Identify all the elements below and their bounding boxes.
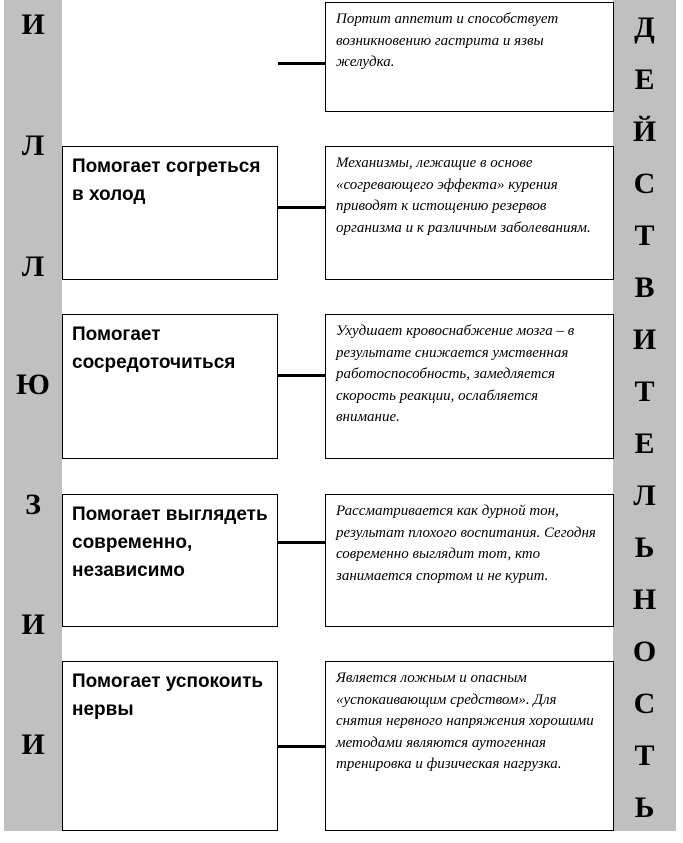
reality-letter: Ь bbox=[634, 791, 655, 824]
connector-line bbox=[278, 541, 325, 544]
reality-letter: С bbox=[633, 687, 656, 720]
myth-box: Помогает сосредоточиться bbox=[62, 314, 278, 459]
reality-letter: Т bbox=[634, 219, 655, 252]
reality-letter: Л bbox=[633, 479, 656, 512]
connector-line bbox=[278, 745, 325, 748]
reality-letter: Н bbox=[632, 583, 657, 616]
reality-letter: С bbox=[633, 167, 656, 200]
connector-line bbox=[278, 374, 325, 377]
connector-line bbox=[278, 62, 325, 65]
reality-letter: Т bbox=[634, 739, 655, 772]
reality-letter: Ь bbox=[634, 531, 655, 564]
illusions-letter: Ю bbox=[16, 368, 50, 401]
myth-box: Помогает успокоить нервы bbox=[62, 661, 278, 831]
illusions-letter: И bbox=[21, 8, 45, 41]
fact-box: Ухудшает кровоснабжение мозга – в результате снижается умственная работоспособность, замедляется скорость реакции, ослабляется внимание. bbox=[325, 314, 614, 459]
reality-letter: Й bbox=[632, 115, 657, 148]
connector-line bbox=[278, 206, 325, 209]
reality-letter: И bbox=[632, 323, 657, 356]
reality-letter: В bbox=[634, 271, 655, 304]
illusions-letter: Л bbox=[21, 250, 45, 283]
fact-box: Портит аппетит и способствует возникновению гастрита и язвы желудка. bbox=[325, 2, 614, 112]
illusions-letter: З bbox=[25, 488, 41, 521]
illusions-column bbox=[4, 0, 62, 831]
reality-column bbox=[613, 0, 676, 831]
fact-box: Рассматривается как дурной тон, результат плохого воспитания. Сегодня современно выглядит тот, кто занимается спортом и не курит. bbox=[325, 494, 614, 627]
reality-letter: Е bbox=[634, 427, 655, 460]
fact-box: Механизмы, лежащие в основе «согревающего эффекта» курения приводят к истощению резервов организма и к различным заболеваниям. bbox=[325, 146, 614, 280]
illusions-letter: И bbox=[21, 728, 45, 761]
illusions-letter: И bbox=[21, 608, 45, 641]
myth-box: Помогает выглядеть современно, независимо bbox=[62, 494, 278, 627]
myth-box: Помогает согреться в холод bbox=[62, 146, 278, 280]
fact-box: Является ложным и опасным «успокаивающим средством». Для снятия нервного напряжения хорошими методами являются аутогенная тренировка и физическая нагрузка. bbox=[325, 661, 614, 831]
illusions-letter: Л bbox=[21, 129, 45, 162]
reality-letter: Е bbox=[634, 63, 655, 96]
reality-letter: О bbox=[632, 635, 657, 668]
reality-letter: Д bbox=[634, 11, 655, 44]
reality-letter: Т bbox=[634, 375, 655, 408]
